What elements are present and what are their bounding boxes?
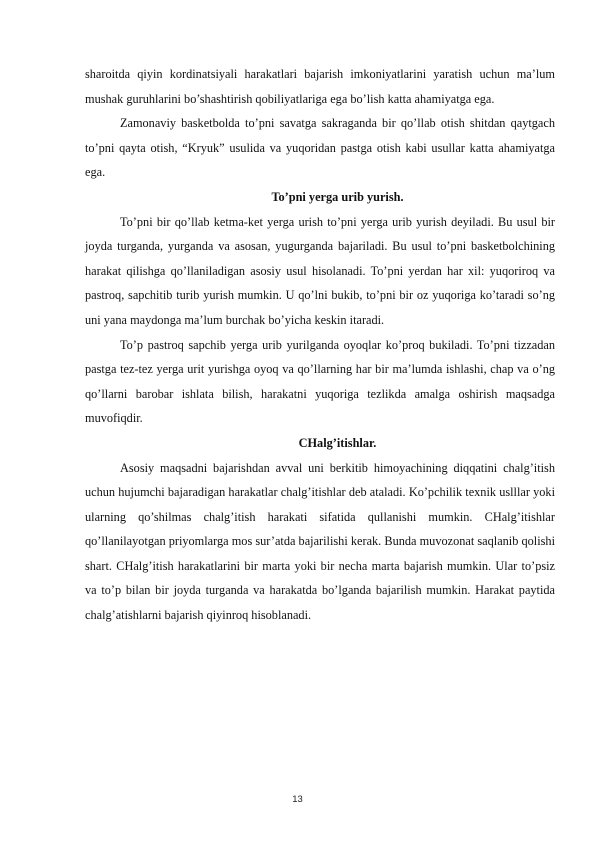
page-number: 13 — [292, 794, 303, 805]
section-heading-dribbling: To’pni yerga urib yurish. — [271, 189, 404, 204]
paragraph-low-dribbling: To’p pastroq sapchib yerga urib yurilganda oyoqlar ko’proq bukiladi. To’pni tizzadan pastga tez-tez yerga urit yurishga oyoq va qo’llarning har bir ma’lumda ishlashi, chap va o’ng qo’llarni barobar ishlata bilish, harakatni yuqoriga tezlikda amalga oshirish maqsadga muvofiqdir. — [85, 337, 555, 426]
section-heading-feints: CHalg’itishlar. — [298, 435, 377, 450]
paragraph-dribbling-definition: To’pni bir qo’llab ketma-ket yerga urish to’pni yerga urib yurish deyiladi. Bu usul bir joyda turganda, yurganda va asosan, yugurganda bajariladi. Bu usul to’pni basketbolchining harakat qilishga qo’llaniladigan asosiy usul hisolanadi. To’pni yerdan har xil: yuqoriroq va pastroq, sapchitib turib yurish mumkin. U qo’lni bukib, to’pni bir oz yuqoriga ko’taradi so’ng uni yana maydonga ma’lum burchak bo’yicha keskin itaradi. — [85, 214, 555, 327]
document-body — [85, 62, 555, 628]
paragraph-modern-basketball: Zamonaviy basketbolda to’pni savatga sakraganda bir qo’llab otish shitdan qaytgach to’pni qayta otish, “Kryuk” usulida va yuqoridan pastga otish kabi usullar katta ahamiyatga ega. — [85, 116, 555, 180]
paragraph-feints-definition: Asosiy maqsadni bajarishdan avval uni berkitib himoyachining diqqatini chalg’itish uchun hujumchi bajaradigan harakatlar chalg’itishlar deb ataladi. Ko’pchilik texnik uslllar yoki ularning qo’shilmas chalg’itish harakati sifatida qullanishi mumkin. CHalg’itishlar qo’llanilayotgan priyomlarga mos sur’atda bajarilishi kerak. Bunda muvozonat saqlanib qolishi shart. CHalg’itish harakatlarini bir marta yoki bir necha marta bajarish mumkin. Ular to’psiz va to’p bilan bir joyda turganda va harakatda bo’lganda bajarilish mumkin. Harakat paytida chalg’atishlarni bajarish qiyinroq hisoblanadi. — [85, 460, 555, 623]
paragraph-intro-continuation: sharoitda qiyin kordinatsiyali harakatlari bajarish imkoniyatlarini yaratish uchun ma’lum mushak guruhlarini bo’shashtirish qobiliyatlariga ega bo’lish katta ahamiyatga ega. — [85, 67, 555, 106]
